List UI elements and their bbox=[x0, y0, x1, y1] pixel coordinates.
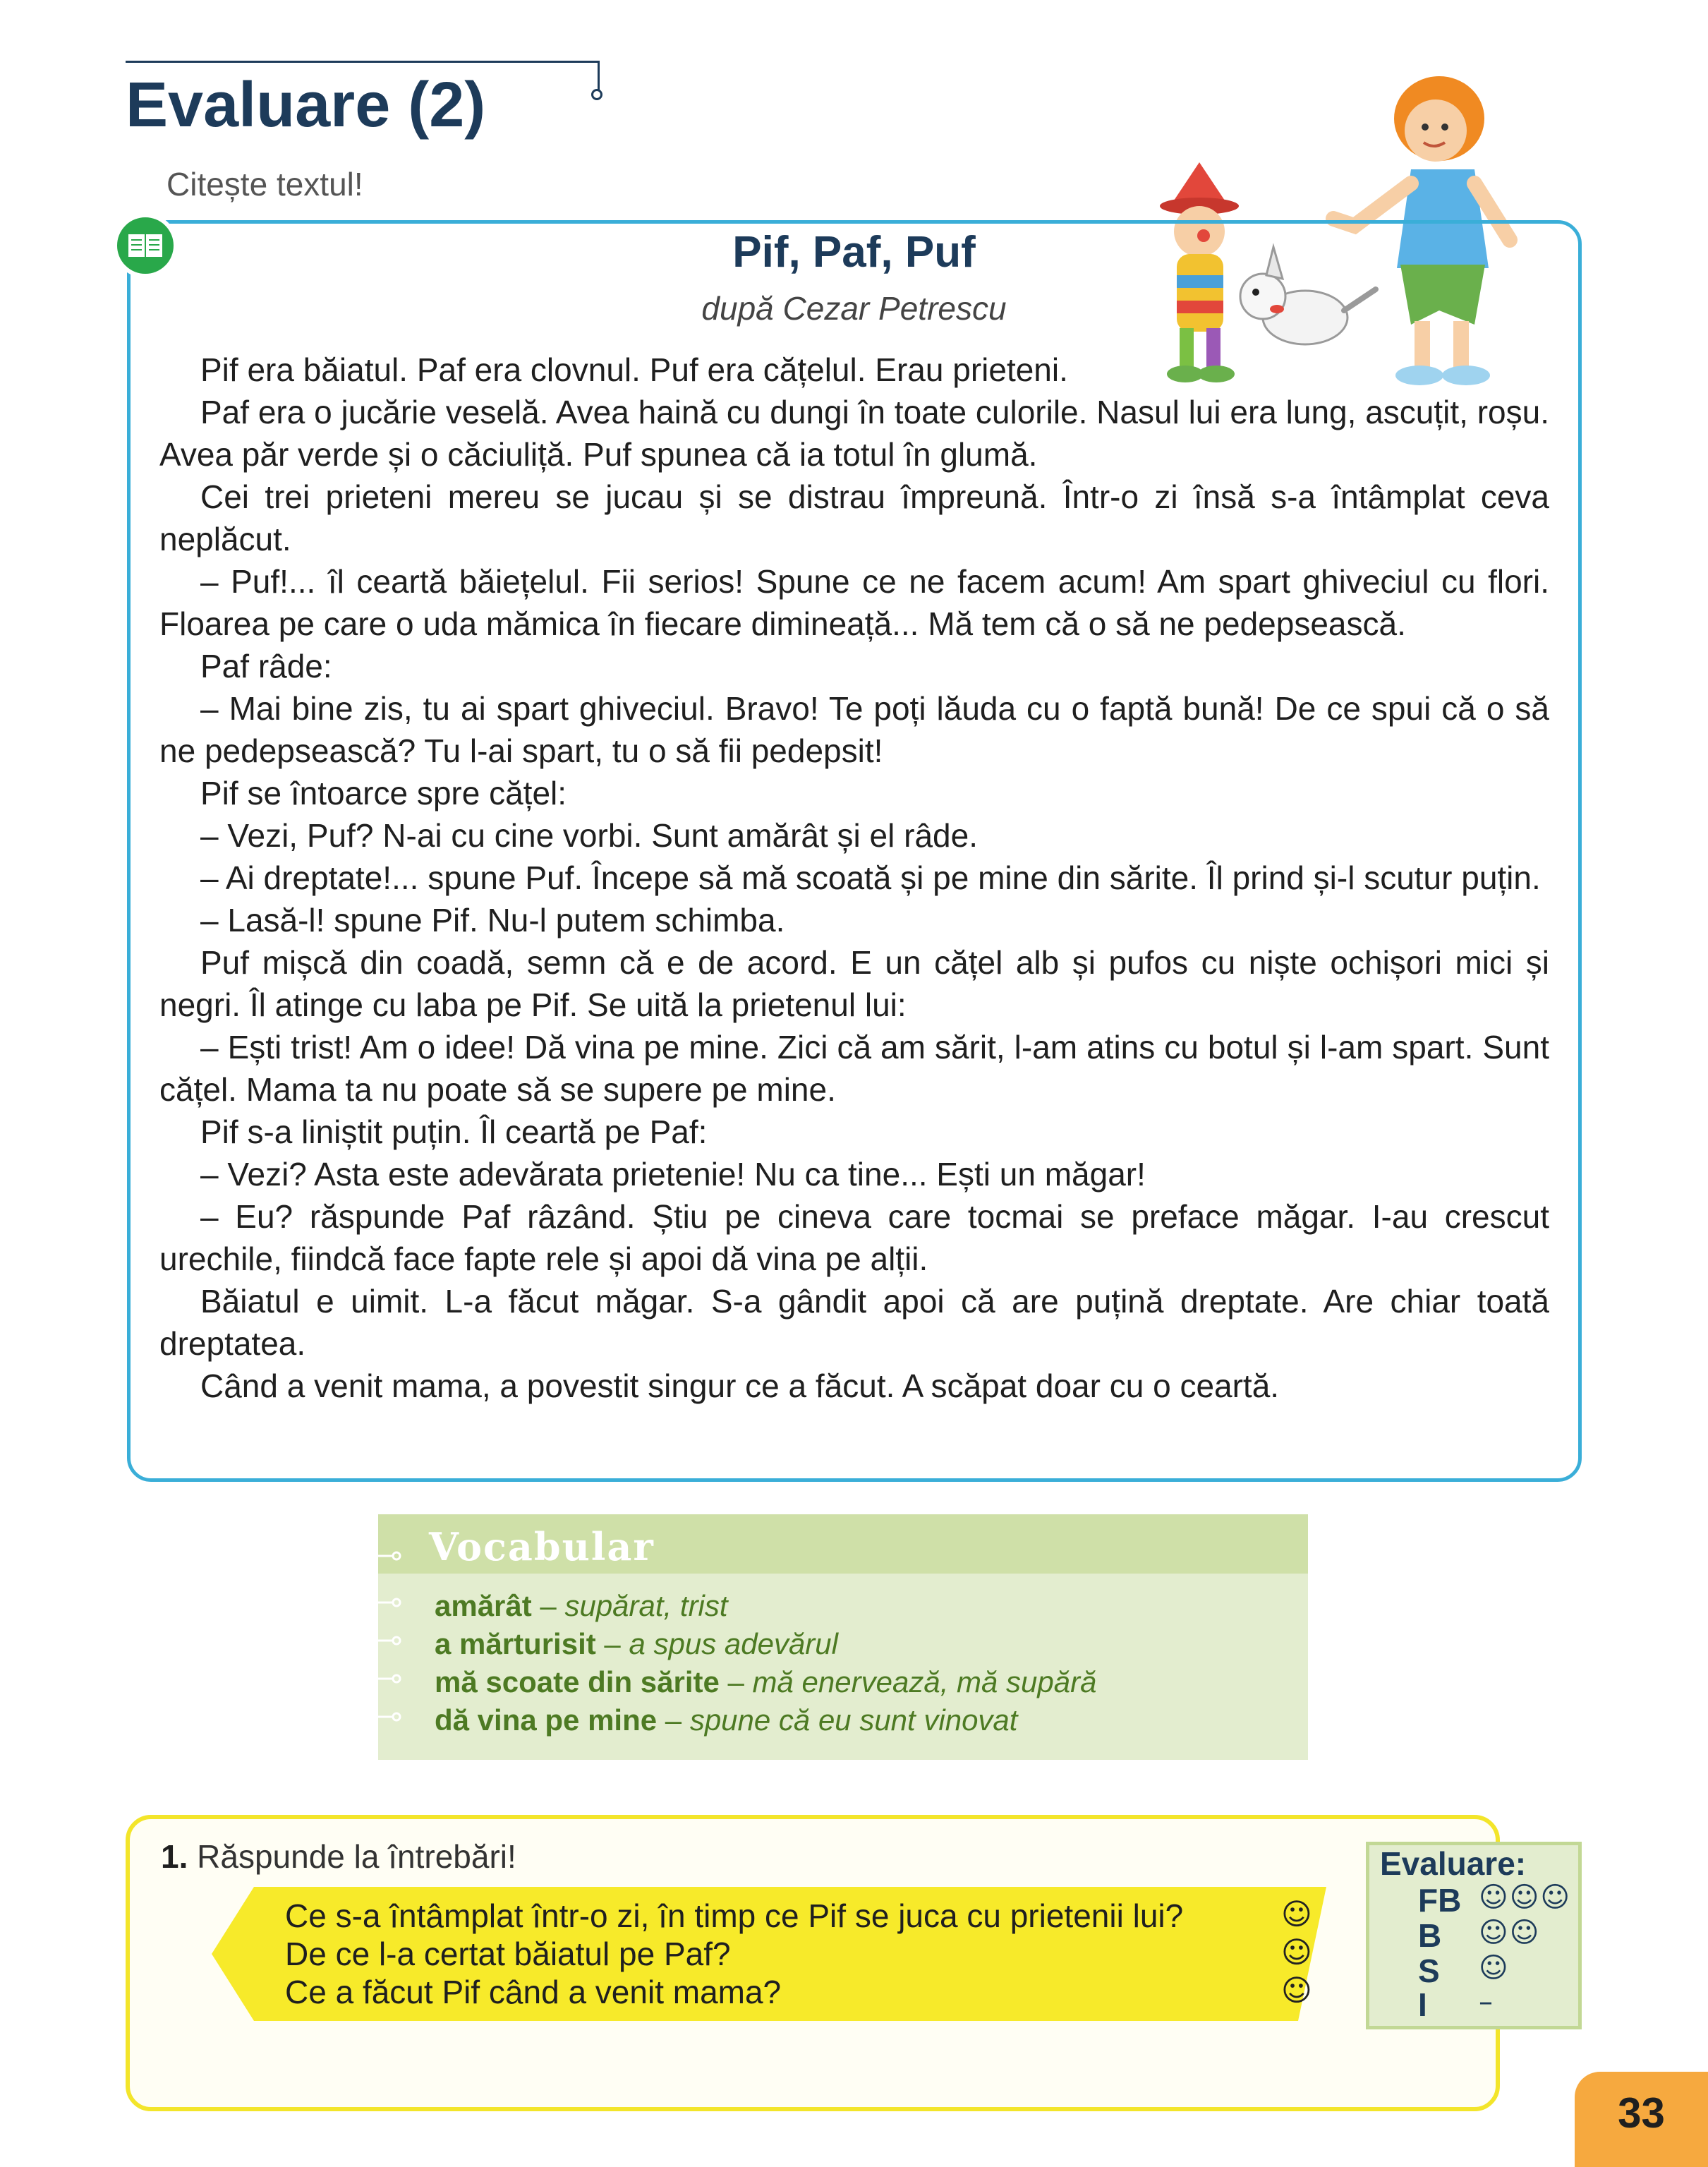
story-paragraph: Pif era băiatul. Paf era clovnul. Puf era cățelul. Erau prieteni. bbox=[200, 351, 1068, 388]
header-rule bbox=[126, 61, 600, 63]
vocabulary-definition: supărat, trist bbox=[564, 1589, 728, 1622]
vocabulary-item: mă scoate din sărite – mă enervează, mă supără bbox=[435, 1665, 1097, 1698]
story-paragraph: Pif se întoarce spre cățel: bbox=[200, 775, 567, 811]
hook-icon bbox=[378, 1636, 402, 1646]
hook-icon bbox=[378, 1598, 402, 1607]
reading-instruction: Citește textul! bbox=[166, 166, 363, 203]
story-paragraph: Paf râde: bbox=[200, 648, 332, 684]
vocabulary-definition: mă enervează, mă supără bbox=[752, 1665, 1097, 1698]
vocabulary-definition: spune că eu sunt vinovat bbox=[689, 1703, 1018, 1737]
hook-icon bbox=[378, 1712, 402, 1722]
header-rule-dot bbox=[591, 89, 602, 100]
story-paragraph: – Eu? răspunde Paf râzând. Știu pe cineva care tocmai se preface măgar. I-au crescut urechile, fiindcă face fapte rele și apoi dă vina pe alții. bbox=[159, 1198, 1549, 1277]
story-paragraph: – Ai dreptate!... spune Puf. Începe să mă scoată și pe mine din sărite. Îl prind și-l scutur puțin. bbox=[200, 859, 1541, 896]
smiley-icon: ☺ bbox=[1281, 1897, 1312, 1931]
evaluation-level-marks: ☺☺ bbox=[1479, 1917, 1541, 1949]
vocabulary-term: mă scoate din sărite bbox=[435, 1665, 720, 1698]
exercise-instruction bbox=[161, 1837, 516, 1876]
evaluation-level-marks: ☺ bbox=[1479, 1952, 1510, 1984]
story-title: Pif, Paf, Puf bbox=[732, 228, 976, 277]
smiley-icon: ☺ bbox=[1281, 1935, 1312, 1969]
hook-icon bbox=[378, 1551, 402, 1561]
evaluation-title: Evaluare: bbox=[1380, 1845, 1527, 1882]
vocabulary-title: Vocabular bbox=[429, 1524, 655, 1569]
page-number: 33 bbox=[1618, 2089, 1665, 2137]
evaluation-level-code: FB bbox=[1418, 1882, 1462, 1919]
evaluation-level-code: B bbox=[1418, 1917, 1442, 1954]
exercise-instruction-text: Răspunde la întrebări! bbox=[197, 1838, 516, 1875]
evaluation-level-code: S bbox=[1418, 1952, 1440, 1989]
question: Ce s-a întâmplat într-o zi, în timp ce Pif se juca cu prietenii lui? bbox=[285, 1897, 1184, 1934]
vocabulary-item: dă vina pe mine – spune că eu sunt vinovat bbox=[435, 1703, 1018, 1737]
vocabulary-definition: a spus adevărul bbox=[629, 1627, 838, 1660]
story-paragraph: Paf era o jucărie veselă. Avea haină cu dungi în toate culorile. Nasul lui era lung, ascuțit, roșu. Avea păr verde și o căciuliță. Puf spunea că ia totul în glumă. bbox=[159, 394, 1549, 473]
vocabulary-term: a mărturisit bbox=[435, 1627, 596, 1660]
story-paragraph: – Vezi? Asta este adevărata prietenie! Nu ca tine... Ești un măgar! bbox=[200, 1156, 1146, 1193]
story-paragraph: Pif s-a liniștit puțin. Îl ceartă pe Paf: bbox=[200, 1113, 708, 1150]
question: Ce a făcut Pif când a venit mama? bbox=[285, 1974, 782, 2010]
question: De ce l-a certat băiatul pe Paf? bbox=[285, 1936, 731, 1972]
smiley-icon: ☺ bbox=[1281, 1973, 1312, 2008]
vocabulary-term: amărât bbox=[435, 1589, 532, 1622]
vocabulary-term: dă vina pe mine bbox=[435, 1703, 658, 1737]
story-author: după Cezar Petrescu bbox=[701, 290, 1007, 327]
vocabulary-item: amărât – supărat, trist bbox=[435, 1589, 728, 1622]
vocabulary-item: a mărturisit – a spus adevărul bbox=[435, 1627, 838, 1660]
story-paragraph: – Puf!... îl ceartă băiețelul. Fii serios! Spune ce ne facem acum! Am spart ghiveciul cu flori. Floarea pe care o uda mămica în fiecare dimineață... Mă tem că o să ne pedepsească. bbox=[159, 563, 1549, 642]
story-paragraph: – Vezi, Puf? N-ai cu cine vorbi. Sunt amărât și el râde. bbox=[200, 817, 978, 854]
page-title: Evaluare (2) bbox=[126, 70, 486, 140]
story-paragraph: – Lasă-l! spune Pif. Nu-l putem schimba. bbox=[200, 902, 785, 938]
story-paragraph: – Ești trist! Am o idee! Dă vina pe mine. Zici că am sărit, l-am atins cu botul și l-am spart. Sunt cățel. Mama ta nu poate să se supere pe mine. bbox=[159, 1029, 1549, 1108]
evaluation-level-marks: ☺☺☺ bbox=[1479, 1881, 1572, 1914]
story-text bbox=[159, 349, 1549, 1407]
story-paragraph: – Mai bine zis, tu ai spart ghiveciul. Bravo! Te poți lăuda cu o faptă bună! De ce spui că o să ne pedepsească? Tu l-ai spart, tu o să fii pedepsit! bbox=[159, 690, 1549, 769]
story-paragraph: Băiatul e uimit. L-a făcut măgar. S-a gândit apoi că are puțină dreptate. Are chiar toată dreptatea. bbox=[159, 1283, 1549, 1362]
story-paragraph: Cei trei prieteni mereu se jucau și se distrau împreună. Într-o zi însă s-a întâmplat ceva neplăcut. bbox=[159, 478, 1549, 557]
exercise-number: 1. bbox=[161, 1838, 188, 1875]
story-paragraph: Când a venit mama, a povestit singur ce a făcut. A scăpat doar cu o ceartă. bbox=[200, 1368, 1280, 1404]
evaluation-level-marks: – bbox=[1479, 1986, 1494, 2018]
header-rule-tick bbox=[598, 61, 600, 90]
hook-icon bbox=[378, 1674, 402, 1684]
story-paragraph: Puf mișcă din coadă, semn că e de acord. E un cățel alb și pufos cu niște ochișori mici și negri. Îl atinge cu laba pe Pif. Se uită la prietenul lui: bbox=[159, 944, 1549, 1023]
evaluation-level-code: I bbox=[1418, 1986, 1427, 2023]
